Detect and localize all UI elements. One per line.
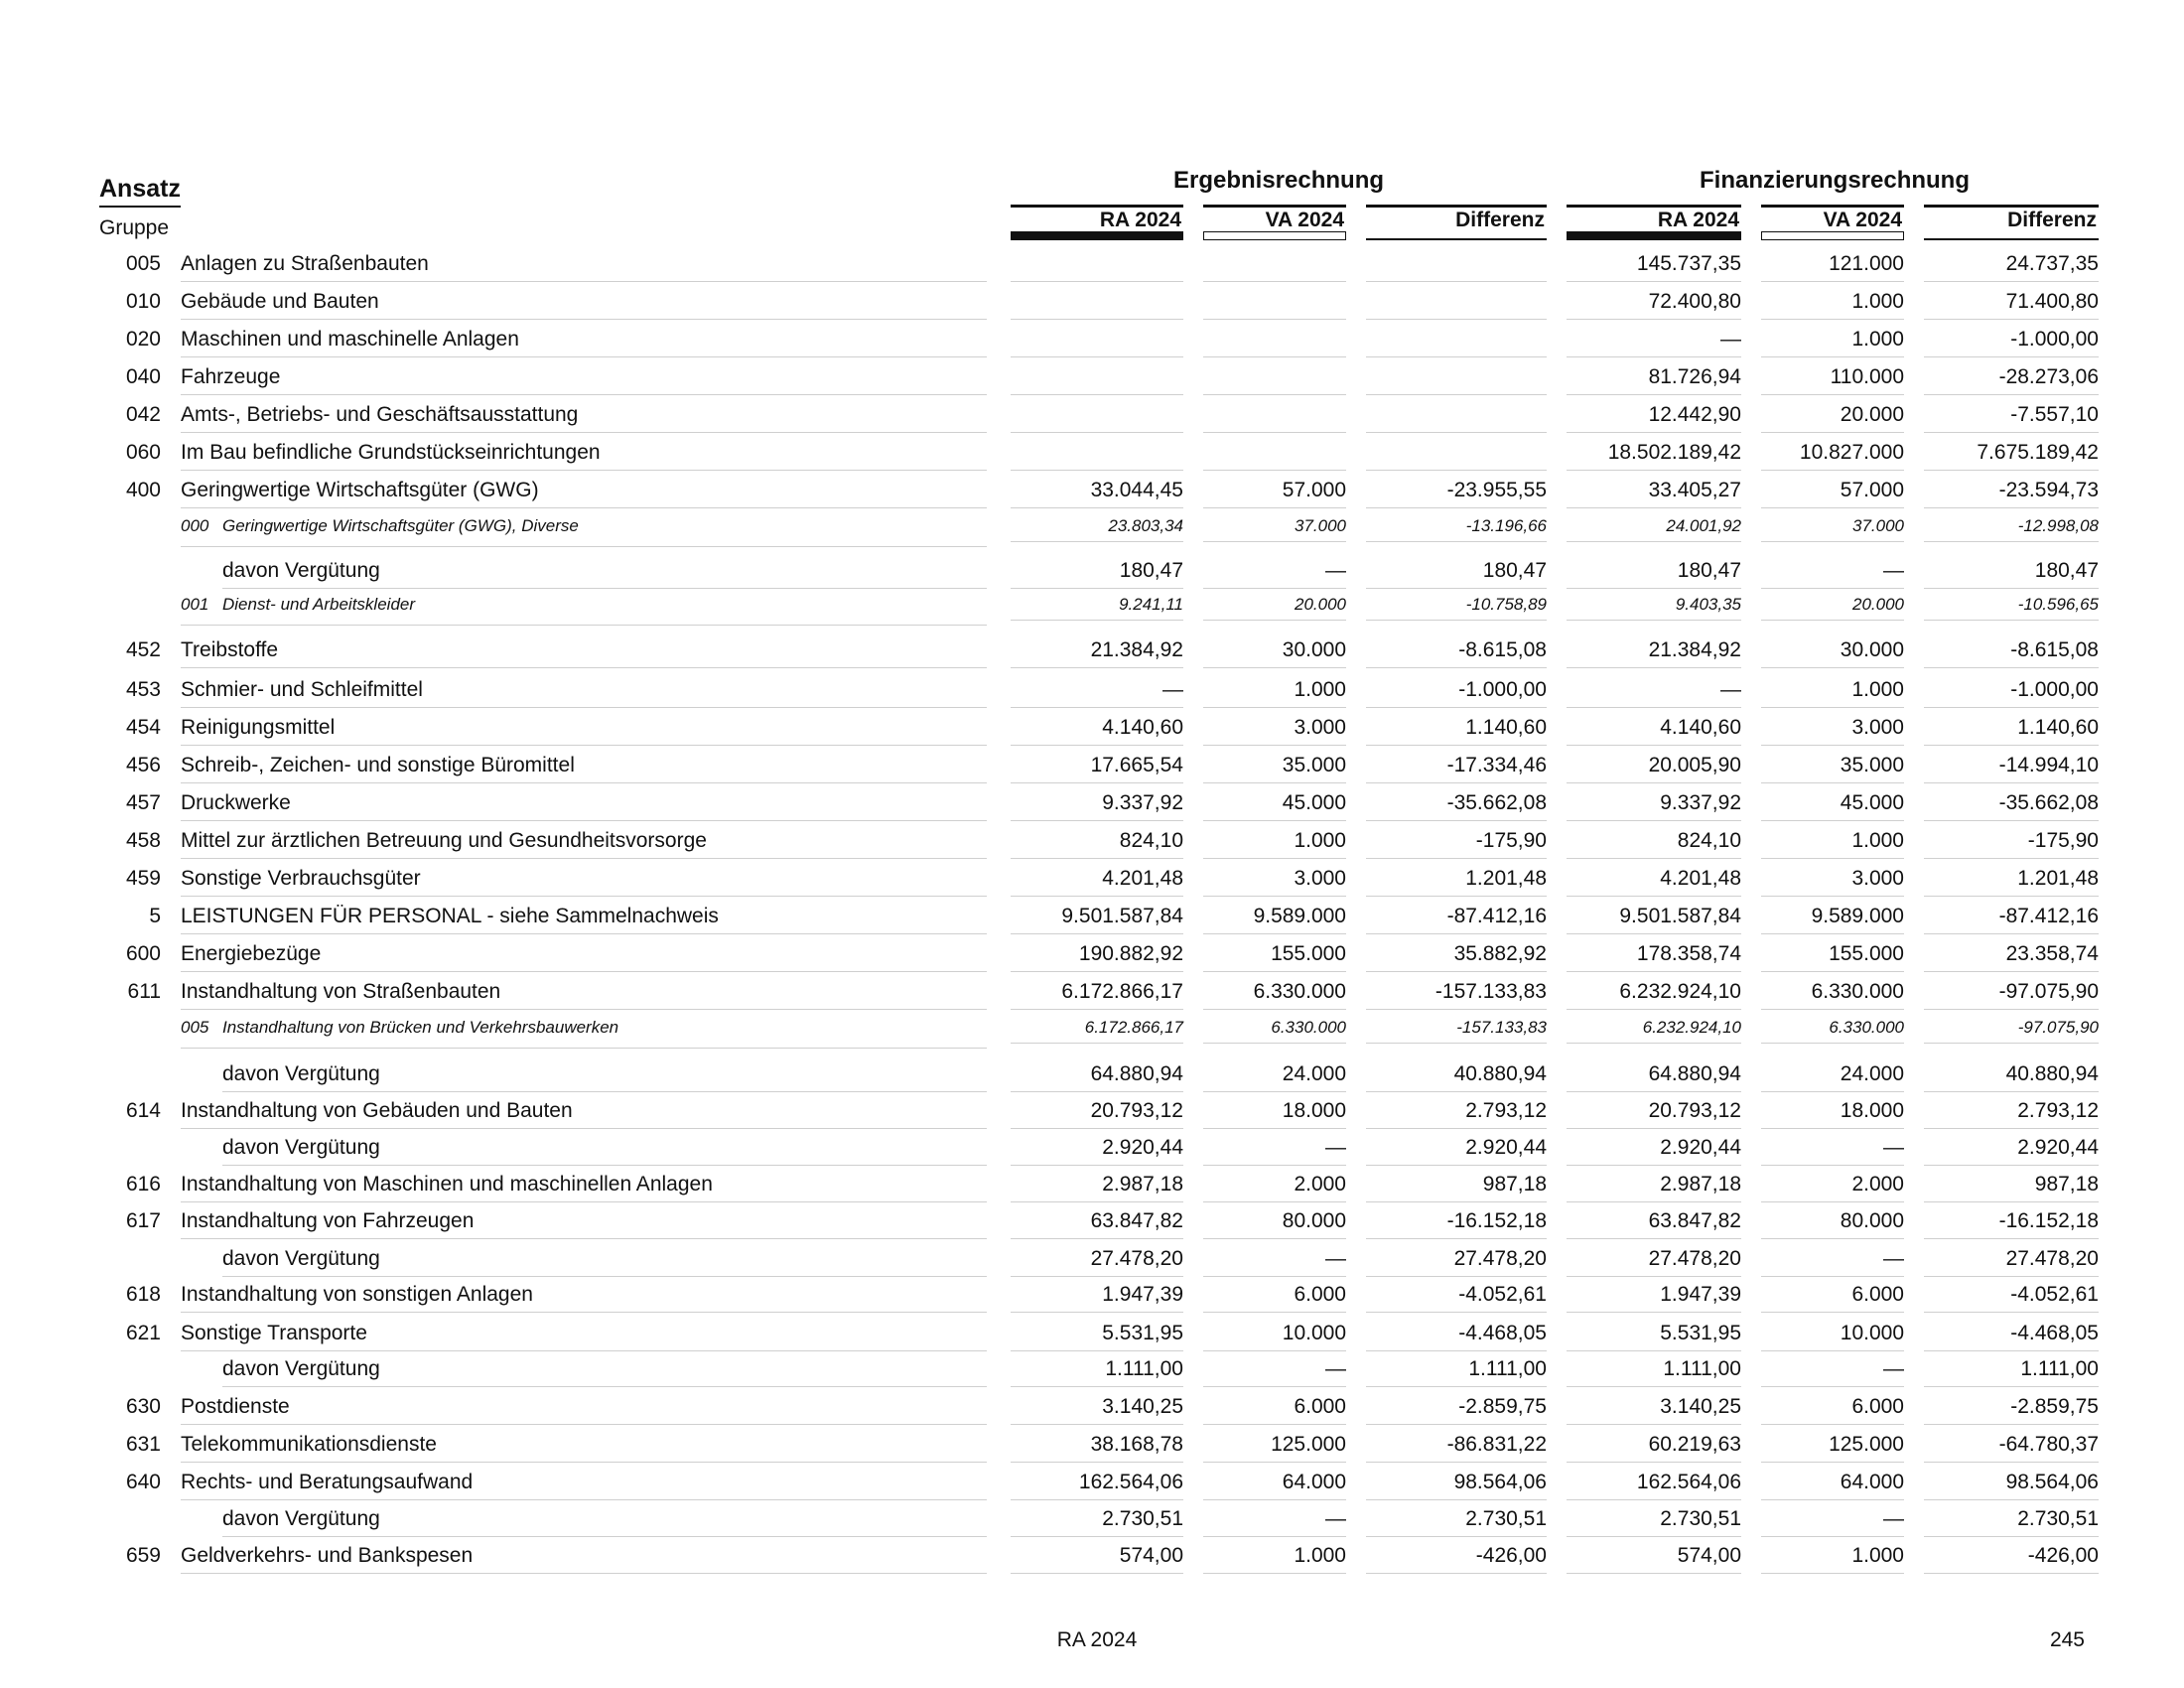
- finanz-differenz-cell: 180,47: [1924, 559, 2099, 589]
- row-label: davon Vergütung: [222, 1507, 987, 1537]
- finanz-differenz-cell: 1.201,48: [1924, 867, 2099, 897]
- ergebnis-differenz-header: Differenz: [1366, 205, 1547, 240]
- finanz-ra-cell: 9.501.587,84: [1567, 905, 1741, 934]
- ergebnis-ra-cell: 4.201,48: [1011, 867, 1183, 897]
- row-code: 616: [125, 1173, 161, 1196]
- ergebnis-va-cell: 30.000: [1203, 638, 1346, 668]
- finanz-ra-cell: 24.001,92: [1567, 516, 1741, 542]
- finanz-va-cell: 3.000: [1761, 867, 1904, 897]
- ergebnis-differenz-cell: -8.615,08: [1366, 638, 1547, 668]
- finanz-va-cell: —: [1761, 1136, 1904, 1166]
- ergebnis-differenz-cell: [1366, 290, 1547, 320]
- row-label: Gebäude und Bauten: [181, 290, 987, 320]
- finanz-differenz-cell: 7.675.189,42: [1924, 441, 2099, 471]
- row-code: 459: [125, 867, 161, 890]
- ergebnis-ra-cell: [1011, 290, 1183, 320]
- row-label: Schreib-, Zeichen- und sonstige Büromittel: [181, 754, 987, 783]
- ergebnis-differenz-cell: -157.133,83: [1366, 980, 1547, 1010]
- ergebnis-va-cell: 35.000: [1203, 754, 1346, 783]
- ergebnis-differenz-cell: -4.052,61: [1366, 1283, 1547, 1313]
- row-label: [181, 1018, 987, 1049]
- ergebnis-ra-cell: 574,00: [1011, 1544, 1183, 1574]
- row-label: Reinigungsmittel: [181, 716, 987, 746]
- ergebnis-ra-cell: [1011, 252, 1183, 282]
- row-code: 5: [149, 905, 161, 927]
- ergebnis-ra-cell: [1011, 441, 1183, 471]
- ergebnis-ra-cell: [1011, 403, 1183, 433]
- ergebnis-va-cell: 20.000: [1203, 595, 1346, 621]
- row-label: davon Vergütung: [222, 559, 987, 589]
- finanz-va-cell: 9.589.000: [1761, 905, 1904, 934]
- ergebnis-differenz-cell: 98.564,06: [1366, 1471, 1547, 1500]
- ergebnis-va-cell: 24.000: [1203, 1062, 1346, 1092]
- finanz-va-cell: 6.330.000: [1761, 1018, 1904, 1044]
- finanz-va-cell: 110.000: [1761, 365, 1904, 395]
- row-subcode: 000: [181, 516, 209, 535]
- row-sublabel-text: Instandhaltung von Brücken und Verkehrsbauwerken: [222, 1018, 619, 1037]
- row-code: 010: [125, 290, 161, 313]
- row-code: 042: [125, 403, 161, 426]
- ergebnis-va-cell: 37.000: [1203, 516, 1346, 542]
- finanz-va-cell: 1.000: [1761, 1544, 1904, 1574]
- ergebnis-va-cell: —: [1203, 559, 1346, 589]
- ergebnis-va-cell: [1203, 365, 1346, 395]
- finanz-differenz-cell: 2.920,44: [1924, 1136, 2099, 1166]
- finanz-va-cell: 125.000: [1761, 1433, 1904, 1463]
- finanzierungsrechnung-title: Finanzierungsrechnung: [1699, 167, 1970, 194]
- finanz-ra-cell: 162.564,06: [1567, 1471, 1741, 1500]
- ergebnis-differenz-cell: -157.133,83: [1366, 1018, 1547, 1044]
- finanz-ra-cell: 145.737,35: [1567, 252, 1741, 282]
- ergebnis-ra-cell: [1011, 328, 1183, 357]
- ergebnis-ra-cell: 824,10: [1011, 829, 1183, 859]
- ergebnis-va-cell: 155.000: [1203, 942, 1346, 972]
- finanz-ra-cell: 1.947,39: [1567, 1283, 1741, 1313]
- ergebnis-differenz-cell: -175,90: [1366, 829, 1547, 859]
- ergebnis-va-cell: 6.000: [1203, 1283, 1346, 1313]
- ergebnis-differenz-cell: 987,18: [1366, 1173, 1547, 1202]
- finanz-differenz-cell: 2.793,12: [1924, 1099, 2099, 1129]
- finanz-differenz-cell: -1.000,00: [1924, 328, 2099, 357]
- finanz-va-cell: 18.000: [1761, 1099, 1904, 1129]
- ergebnis-differenz-cell: -1.000,00: [1366, 678, 1547, 708]
- ergebnis-ra-cell: 38.168,78: [1011, 1433, 1183, 1463]
- ergebnis-va-cell: [1203, 441, 1346, 471]
- ergebnis-differenz-cell: 180,47: [1366, 559, 1547, 589]
- finanz-differenz-cell: -64.780,37: [1924, 1433, 2099, 1463]
- ergebnis-differenz-cell: [1366, 328, 1547, 357]
- finanz-va-cell: 64.000: [1761, 1471, 1904, 1500]
- finanz-ra-cell: 4.201,48: [1567, 867, 1741, 897]
- finanz-va-cell: 20.000: [1761, 595, 1904, 621]
- finanz-va-cell: 45.000: [1761, 791, 1904, 821]
- finanz-ra-cell: 178.358,74: [1567, 942, 1741, 972]
- ergebnis-va-cell: —: [1203, 1357, 1346, 1387]
- ergebnis-differenz-cell: -23.955,55: [1366, 479, 1547, 508]
- finanz-ra-cell: —: [1567, 328, 1741, 357]
- finanz-ra-cell: 574,00: [1567, 1544, 1741, 1574]
- finanz-va-cell: 3.000: [1761, 716, 1904, 746]
- row-label: LEISTUNGEN FÜR PERSONAL - siehe Sammelnachweis: [181, 905, 987, 934]
- ergebnis-ra-cell: 190.882,92: [1011, 942, 1183, 972]
- row-label: Mittel zur ärztlichen Betreuung und Gesundheitsvorsorge: [181, 829, 987, 859]
- ergebnis-ra-cell: 9.501.587,84: [1011, 905, 1183, 934]
- row-label: Instandhaltung von sonstigen Anlagen: [181, 1283, 987, 1313]
- gruppe-heading: Gruppe: [99, 216, 170, 239]
- page-number: 245: [2049, 1628, 2085, 1651]
- row-label: davon Vergütung: [222, 1247, 987, 1277]
- ergebnis-va-cell: [1203, 252, 1346, 282]
- row-code: 060: [125, 441, 161, 464]
- ergebnis-va-cell: 3.000: [1203, 716, 1346, 746]
- finanz-ra-cell: 18.502.189,42: [1567, 441, 1741, 471]
- finanz-ra-cell: 60.219,63: [1567, 1433, 1741, 1463]
- finanz-va-cell: 24.000: [1761, 1062, 1904, 1092]
- finanz-va-cell: —: [1761, 1247, 1904, 1277]
- ergebnis-differenz-cell: 27.478,20: [1366, 1247, 1547, 1277]
- ergebnis-differenz-cell: -87.412,16: [1366, 905, 1547, 934]
- ergebnis-va-cell: 6.330.000: [1203, 1018, 1346, 1044]
- finanz-va-cell: 6.330.000: [1761, 980, 1904, 1010]
- ergebnis-ra-cell: 162.564,06: [1011, 1471, 1183, 1500]
- row-code: 452: [125, 638, 161, 661]
- finanz-ra-cell: 2.730,51: [1567, 1507, 1741, 1537]
- footer-title: RA 2024: [1056, 1628, 1138, 1651]
- row-label: Geldverkehrs- und Bankspesen: [181, 1544, 987, 1574]
- ergebnis-differenz-cell: -16.152,18: [1366, 1209, 1547, 1239]
- finanz-differenz-cell: -97.075,90: [1924, 980, 2099, 1010]
- ergebnis-va-cell: [1203, 403, 1346, 433]
- finanz-ra-cell: 20.005,90: [1567, 754, 1741, 783]
- finanz-differenz-cell: 98.564,06: [1924, 1471, 2099, 1500]
- row-code: 005: [125, 252, 161, 275]
- row-label: [181, 595, 987, 626]
- row-label: davon Vergütung: [222, 1357, 987, 1387]
- ergebnis-va-cell: —: [1203, 1507, 1346, 1537]
- row-code: 453: [125, 678, 161, 701]
- ergebnis-differenz-cell: [1366, 365, 1547, 395]
- row-code: 600: [125, 942, 161, 965]
- ergebnis-va-cell: 6.330.000: [1203, 980, 1346, 1010]
- finanz-differenz-cell: 1.111,00: [1924, 1357, 2099, 1387]
- ergebnis-ra-cell: 6.172.866,17: [1011, 1018, 1183, 1044]
- finanz-differenz-cell: 2.730,51: [1924, 1507, 2099, 1537]
- ergebnis-va-cell: —: [1203, 1247, 1346, 1277]
- ergebnis-ra-cell: 3.140,25: [1011, 1395, 1183, 1425]
- finanz-differenz-cell: -7.557,10: [1924, 403, 2099, 433]
- ergebnis-ra-cell: 23.803,34: [1011, 516, 1183, 542]
- finanz-differenz-cell: 24.737,35: [1924, 252, 2099, 282]
- finanz-ra-cell: 5.531,95: [1567, 1322, 1741, 1351]
- finanz-differenz-cell: 23.358,74: [1924, 942, 2099, 972]
- row-code: 040: [125, 365, 161, 388]
- finanz-va-cell: 10.000: [1761, 1322, 1904, 1351]
- finanz-ra-cell: 33.405,27: [1567, 479, 1741, 508]
- row-label: Maschinen und maschinelle Anlagen: [181, 328, 987, 357]
- row-label: davon Vergütung: [222, 1062, 987, 1092]
- ergebnis-ra-cell: 33.044,45: [1011, 479, 1183, 508]
- ergebnis-va-cell: 6.000: [1203, 1395, 1346, 1425]
- finanz-ra-cell: 824,10: [1567, 829, 1741, 859]
- finanz-differenz-cell: 987,18: [1924, 1173, 2099, 1202]
- ergebnis-differenz-cell: -35.662,08: [1366, 791, 1547, 821]
- finanz-ra-cell: 12.442,90: [1567, 403, 1741, 433]
- ergebnis-differenz-cell: -2.859,75: [1366, 1395, 1547, 1425]
- finanz-ra-cell: 6.232.924,10: [1567, 1018, 1741, 1044]
- ergebnis-ra-cell: 64.880,94: [1011, 1062, 1183, 1092]
- finanz-va-cell: 20.000: [1761, 403, 1904, 433]
- finanz-ra-cell: —: [1567, 678, 1741, 708]
- finanz-va-cell: 1.000: [1761, 829, 1904, 859]
- finanz-ra-header: RA 2024: [1567, 205, 1741, 240]
- ergebnis-ra-cell: 2.730,51: [1011, 1507, 1183, 1537]
- ergebnis-ra-cell: 1.947,39: [1011, 1283, 1183, 1313]
- ergebnis-va-header: VA 2024: [1203, 205, 1346, 240]
- row-code: 618: [125, 1283, 161, 1306]
- finanz-ra-cell: 63.847,82: [1567, 1209, 1741, 1239]
- ergebnis-differenz-cell: -86.831,22: [1366, 1433, 1547, 1463]
- finanz-ra-cell: 3.140,25: [1567, 1395, 1741, 1425]
- ergebnis-differenz-cell: -426,00: [1366, 1544, 1547, 1574]
- ergebnis-differenz-cell: -4.468,05: [1366, 1322, 1547, 1351]
- row-label: Energiebezüge: [181, 942, 987, 972]
- ergebnis-ra-cell: 9.337,92: [1011, 791, 1183, 821]
- row-code: 611: [127, 980, 161, 1003]
- ergebnis-ra-cell: 5.531,95: [1011, 1322, 1183, 1351]
- finanz-ra-cell: 4.140,60: [1567, 716, 1741, 746]
- row-label: Telekommunikationsdienste: [181, 1433, 987, 1463]
- finanz-differenz-header: Differenz: [1924, 205, 2099, 240]
- finanz-differenz-cell: -28.273,06: [1924, 365, 2099, 395]
- finanz-differenz-cell: -4.468,05: [1924, 1322, 2099, 1351]
- finanz-va-cell: 30.000: [1761, 638, 1904, 668]
- ergebnis-ra-cell: 21.384,92: [1011, 638, 1183, 668]
- ergebnis-ra-cell: 4.140,60: [1011, 716, 1183, 746]
- ergebnis-va-cell: 10.000: [1203, 1322, 1346, 1351]
- finanz-ra-cell: 64.880,94: [1567, 1062, 1741, 1092]
- row-code: 630: [125, 1395, 161, 1418]
- finanz-va-cell: 6.000: [1761, 1283, 1904, 1313]
- ergebnis-va-cell: 1.000: [1203, 1544, 1346, 1574]
- ergebnis-differenz-cell: -17.334,46: [1366, 754, 1547, 783]
- finanz-differenz-cell: -2.859,75: [1924, 1395, 2099, 1425]
- finanz-va-cell: 35.000: [1761, 754, 1904, 783]
- finanz-differenz-cell: -10.596,65: [1924, 595, 2099, 621]
- row-code: 631: [125, 1433, 161, 1456]
- ergebnis-va-cell: [1203, 328, 1346, 357]
- row-code: 458: [125, 829, 161, 852]
- finanz-ra-cell: 2.987,18: [1567, 1173, 1741, 1202]
- finanz-differenz-cell: -23.594,73: [1924, 479, 2099, 508]
- finanz-differenz-cell: -8.615,08: [1924, 638, 2099, 668]
- ergebnis-va-cell: 2.000: [1203, 1173, 1346, 1202]
- ergebnis-differenz-cell: 1.201,48: [1366, 867, 1547, 897]
- ergebnis-ra-cell: 2.920,44: [1011, 1136, 1183, 1166]
- finanz-ra-cell: 2.920,44: [1567, 1136, 1741, 1166]
- row-label: Schmier- und Schleifmittel: [181, 678, 987, 708]
- ergebnis-va-cell: 3.000: [1203, 867, 1346, 897]
- finanz-va-cell: 121.000: [1761, 252, 1904, 282]
- row-label: Druckwerke: [181, 791, 987, 821]
- ergebnis-ra-cell: 2.987,18: [1011, 1173, 1183, 1202]
- row-code: 456: [125, 754, 161, 776]
- ergebnis-ra-cell: 27.478,20: [1011, 1247, 1183, 1277]
- ergebnis-va-cell: 18.000: [1203, 1099, 1346, 1129]
- ergebnis-differenz-cell: [1366, 403, 1547, 433]
- finanz-va-cell: 1.000: [1761, 678, 1904, 708]
- finanz-differenz-cell: -16.152,18: [1924, 1209, 2099, 1239]
- ergebnis-ra-cell: 6.172.866,17: [1011, 980, 1183, 1010]
- row-label: Instandhaltung von Gebäuden und Bauten: [181, 1099, 987, 1129]
- row-code: 621: [125, 1322, 161, 1344]
- finanz-ra-cell: 180,47: [1567, 559, 1741, 589]
- ergebnis-ra-cell: 20.793,12: [1011, 1099, 1183, 1129]
- row-code: 020: [125, 328, 161, 351]
- ergebnis-va-cell: 1.000: [1203, 829, 1346, 859]
- row-label: davon Vergütung: [222, 1136, 987, 1166]
- ergebnis-differenz-cell: -10.758,89: [1366, 595, 1547, 621]
- ergebnis-differenz-cell: [1366, 252, 1547, 282]
- finanz-va-cell: —: [1761, 1507, 1904, 1537]
- finanz-va-cell: 37.000: [1761, 516, 1904, 542]
- ergebnis-va-cell: 45.000: [1203, 791, 1346, 821]
- ergebnis-va-cell: 125.000: [1203, 1433, 1346, 1463]
- finanz-differenz-cell: -175,90: [1924, 829, 2099, 859]
- finanz-ra-cell: 20.793,12: [1567, 1099, 1741, 1129]
- row-label: Amts-, Betriebs- und Geschäftsausstattung: [181, 403, 987, 433]
- finanz-ra-cell: 6.232.924,10: [1567, 980, 1741, 1010]
- ergebnis-va-cell: 9.589.000: [1203, 905, 1346, 934]
- row-code: 640: [125, 1471, 161, 1493]
- ergebnis-va-cell: 57.000: [1203, 479, 1346, 508]
- finanz-differenz-cell: -35.662,08: [1924, 791, 2099, 821]
- row-code: 659: [125, 1544, 161, 1567]
- ergebnis-ra-cell: 9.241,11: [1011, 595, 1183, 621]
- finanz-va-cell: 57.000: [1761, 479, 1904, 508]
- finanz-ra-cell: 27.478,20: [1567, 1247, 1741, 1277]
- finanz-differenz-cell: -87.412,16: [1924, 905, 2099, 934]
- ergebnis-ra-cell: 63.847,82: [1011, 1209, 1183, 1239]
- ergebnis-differenz-cell: -13.196,66: [1366, 516, 1547, 542]
- finanz-va-cell: 2.000: [1761, 1173, 1904, 1202]
- finanz-differenz-cell: 27.478,20: [1924, 1247, 2099, 1277]
- ergebnis-ra-cell: 180,47: [1011, 559, 1183, 589]
- row-code: 454: [125, 716, 161, 739]
- row-code: 457: [125, 791, 161, 814]
- ergebnis-ra-header: RA 2024: [1011, 205, 1183, 240]
- finanz-differenz-cell: -1.000,00: [1924, 678, 2099, 708]
- row-label: Geringwertige Wirtschaftsgüter (GWG): [181, 479, 987, 508]
- finanz-va-cell: 80.000: [1761, 1209, 1904, 1239]
- finanz-differenz-cell: -97.075,90: [1924, 1018, 2099, 1044]
- ergebnis-va-cell: 80.000: [1203, 1209, 1346, 1239]
- row-label: Sonstige Verbrauchsgüter: [181, 867, 987, 897]
- row-sublabel-text: Geringwertige Wirtschaftsgüter (GWG), Diverse: [222, 516, 579, 535]
- row-code: 400: [125, 479, 161, 501]
- ergebnis-va-cell: 1.000: [1203, 678, 1346, 708]
- ergebnis-differenz-cell: 1.111,00: [1366, 1357, 1547, 1387]
- finanz-ra-cell: 72.400,80: [1567, 290, 1741, 320]
- finanz-va-cell: 155.000: [1761, 942, 1904, 972]
- finanz-va-header: VA 2024: [1761, 205, 1904, 240]
- finanz-va-cell: 6.000: [1761, 1395, 1904, 1425]
- ergebnisrechnung-title: Ergebnisrechnung: [1172, 167, 1385, 194]
- ergebnis-differenz-cell: 35.882,92: [1366, 942, 1547, 972]
- row-subcode: 001: [181, 595, 209, 614]
- ergebnis-va-cell: 64.000: [1203, 1471, 1346, 1500]
- row-label: Rechts- und Beratungsaufwand: [181, 1471, 987, 1500]
- row-label: Im Bau befindliche Grundstückseinrichtungen: [181, 441, 987, 471]
- finanz-va-cell: 1.000: [1761, 328, 1904, 357]
- ergebnis-va-cell: [1203, 290, 1346, 320]
- ergebnis-differenz-cell: 1.140,60: [1366, 716, 1547, 746]
- finanz-differenz-cell: 71.400,80: [1924, 290, 2099, 320]
- finanz-ra-cell: 1.111,00: [1567, 1357, 1741, 1387]
- ergebnis-ra-cell: 1.111,00: [1011, 1357, 1183, 1387]
- finanz-ra-cell: 9.337,92: [1567, 791, 1741, 821]
- ergebnis-differenz-cell: 2.730,51: [1366, 1507, 1547, 1537]
- row-label: Sonstige Transporte: [181, 1322, 987, 1351]
- finanz-va-cell: 10.827.000: [1761, 441, 1904, 471]
- row-sublabel-text: Dienst- und Arbeitskleider: [222, 595, 416, 614]
- finanz-differenz-cell: -12.998,08: [1924, 516, 2099, 542]
- ansatz-heading: Ansatz: [99, 174, 181, 208]
- finanz-va-cell: 1.000: [1761, 290, 1904, 320]
- finanz-ra-cell: 81.726,94: [1567, 365, 1741, 395]
- row-code: 614: [125, 1099, 161, 1122]
- ergebnis-differenz-cell: 40.880,94: [1366, 1062, 1547, 1092]
- finanz-va-cell: —: [1761, 1357, 1904, 1387]
- row-label: Fahrzeuge: [181, 365, 987, 395]
- row-label: Instandhaltung von Maschinen und maschinellen Anlagen: [181, 1173, 987, 1202]
- finanz-differenz-cell: 1.140,60: [1924, 716, 2099, 746]
- ergebnis-differenz-cell: [1366, 441, 1547, 471]
- ergebnis-ra-cell: —: [1011, 678, 1183, 708]
- row-label: [181, 516, 987, 547]
- row-label: Postdienste: [181, 1395, 987, 1425]
- ergebnis-differenz-cell: 2.920,44: [1366, 1136, 1547, 1166]
- finanz-differenz-cell: -426,00: [1924, 1544, 2099, 1574]
- row-label: Instandhaltung von Fahrzeugen: [181, 1209, 987, 1239]
- finanz-differenz-cell: 40.880,94: [1924, 1062, 2099, 1092]
- row-subcode: 005: [181, 1018, 209, 1037]
- row-label: Anlagen zu Straßenbauten: [181, 252, 987, 282]
- ergebnis-va-cell: —: [1203, 1136, 1346, 1166]
- row-label: Instandhaltung von Straßenbauten: [181, 980, 987, 1010]
- ergebnis-ra-cell: [1011, 365, 1183, 395]
- finanz-differenz-cell: -14.994,10: [1924, 754, 2099, 783]
- ergebnis-differenz-cell: 2.793,12: [1366, 1099, 1547, 1129]
- row-label: Treibstoffe: [181, 638, 987, 668]
- finanz-differenz-cell: -4.052,61: [1924, 1283, 2099, 1313]
- finanz-va-cell: —: [1761, 559, 1904, 589]
- finanz-ra-cell: 9.403,35: [1567, 595, 1741, 621]
- finanz-ra-cell: 21.384,92: [1567, 638, 1741, 668]
- row-code: 617: [125, 1209, 161, 1232]
- ergebnis-ra-cell: 17.665,54: [1011, 754, 1183, 783]
